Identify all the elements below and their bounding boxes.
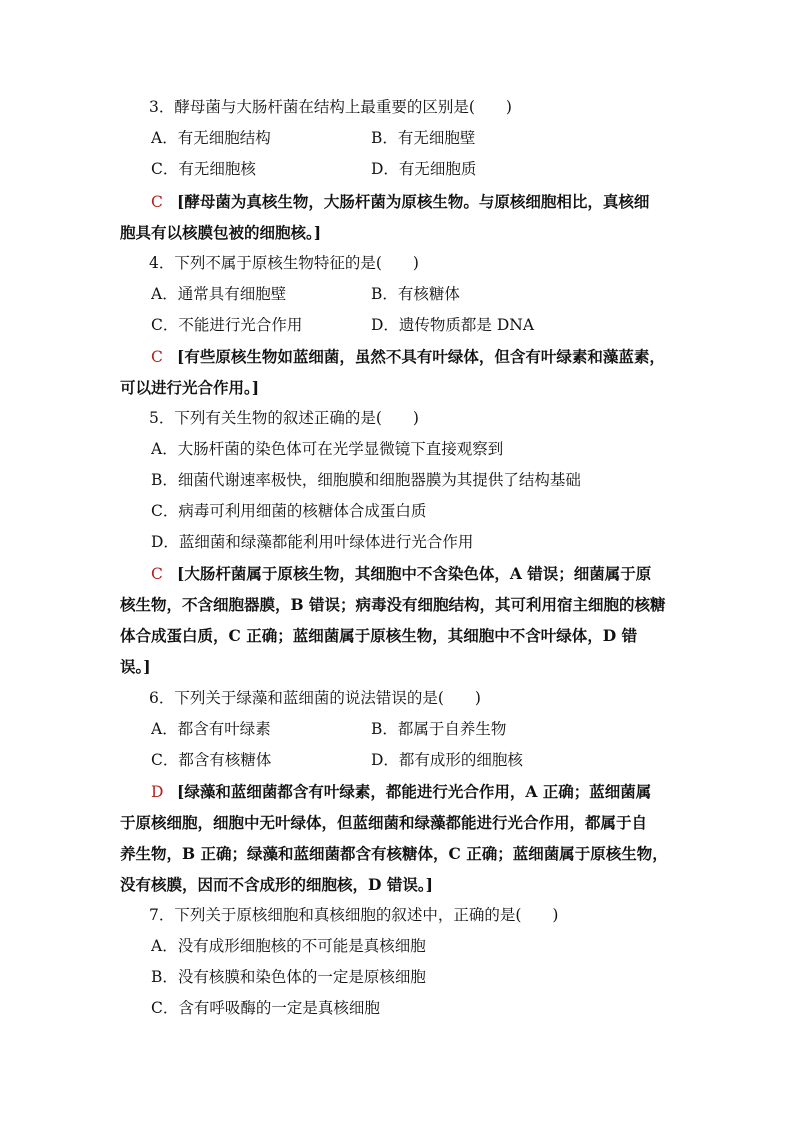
question-6-stem: 6．下列关于绿藻和蓝细菌的说法错误的是( ): [149, 689, 481, 707]
question-5-answer-line: [151, 558, 679, 589]
question-5-explanation-line-2: 核生物，不含细胞器膜，B 错误；病毒没有细胞结构，其可利用宿主细胞的核糖: [120, 595, 666, 614]
question-3-option-c: C．有无细胞核: [151, 160, 256, 178]
question-6-explanation-line-3: 养生物，B 正确；绿藻和蓝细菌都含有核糖体，C 正确；蓝细菌属于原核生物，: [120, 844, 668, 863]
question-4-option-a: A．通常具有细胞壁: [151, 285, 287, 303]
question-4-stem: 4．下列不属于原核生物特征的是( ): [149, 254, 419, 272]
question-6-explanation-line-1: [绿藻和蓝细菌都含有叶绿素，都能进行光合作用，A 正确；蓝细菌属: [177, 782, 652, 801]
question-5-answer-letter: C: [151, 565, 163, 583]
question-3-options-ab: [151, 123, 711, 154]
question-4-answer-letter: C: [151, 348, 163, 366]
question-3-option-d: D．有无细胞质: [371, 160, 477, 178]
question-3-explanation-line-1: [酵母菌为真核生物，大肠杆菌为原核生物。与原核细胞相比，真核细: [177, 192, 650, 211]
question-4-options-ab: [151, 279, 711, 310]
question-4-explanation-line-2: 可以进行光合作用。]: [120, 378, 260, 397]
question-3-options-cd: [151, 154, 711, 185]
question-7-option-c: C．含有呼吸酶的一定是真核细胞: [151, 999, 380, 1017]
question-5-stem: 5．下列有关生物的叙述正确的是( ): [149, 409, 419, 427]
question-5-explanation-line-3: 体合成蛋白质，C 正确；蓝细菌属于原核生物，其细胞中不含叶绿体，D 错: [120, 626, 638, 645]
question-5-explanation-line-1: [大肠杆菌属于原核生物，其细胞中不含染色体，A 错误；细菌属于原: [177, 564, 652, 583]
question-6-answer-letter: D: [151, 783, 164, 801]
question-5-option-a: A．大肠杆菌的染色体可在光学显微镜下直接观察到: [151, 440, 504, 458]
question-5-option-d: D．蓝细菌和绿藻都能利用叶绿体进行光合作用: [151, 533, 474, 551]
question-3-answer-line: [151, 186, 679, 217]
question-6-option-b: B．都属于自养生物: [371, 720, 507, 738]
question-7-stem: 7．下列关于原核细胞和真核细胞的叙述中，正确的是( ): [149, 906, 559, 924]
question-3-stem: 3．酵母菌与大肠杆菌在结构上最重要的区别是( ): [149, 98, 512, 116]
question-5-option-c: C．病毒可利用细菌的核糖体合成蛋白质: [151, 502, 427, 520]
question-6-option-a: A．都含有叶绿素: [151, 720, 271, 738]
question-3-option-a: A．有无细胞结构: [151, 129, 271, 147]
question-6-answer-line: [151, 776, 679, 807]
question-7-option-a: A．没有成形细胞核的不可能是真核细胞: [151, 937, 426, 955]
question-4-explanation-line-1: [有些原核生物如蓝细菌，虽然不具有叶绿体，但含有叶绿素和藻蓝素，: [177, 347, 665, 366]
question-3-explanation-line-2: 胞具有以核膜包被的细胞核。]: [120, 223, 322, 242]
question-4-options-cd: [151, 310, 711, 341]
question-4-option-d: D．遗传物质都是 DNA: [371, 316, 535, 334]
question-4-option-b: B．有核糖体: [371, 285, 460, 303]
question-7-option-b: B．没有核膜和染色体的一定是原核细胞: [151, 968, 426, 986]
question-6-options-ab: [151, 714, 711, 745]
question-6-option-c: C．都含有核糖体: [151, 751, 272, 769]
question-5-option-b: B．细菌代谢速率极快，细胞膜和细胞器膜为其提供了结构基础: [151, 471, 581, 489]
question-5-explanation-line-4: 误。]: [120, 657, 151, 676]
question-4-answer-line: [151, 341, 679, 372]
question-6-options-cd: [151, 745, 711, 776]
question-3-answer-letter: C: [151, 193, 163, 211]
question-3-option-b: B．有无细胞壁: [371, 129, 476, 147]
question-6-explanation-line-2: 于原核细胞，细胞中无叶绿体，但蓝细菌和绿藻都能进行光合作用，都属于自: [120, 813, 648, 832]
question-6-option-d: D．都有成形的细胞核: [371, 751, 523, 769]
question-6-explanation-line-4: 没有核膜，因而不含成形的细胞核，D 错误。]: [120, 875, 433, 894]
question-4-option-c: C．不能进行光合作用: [151, 316, 303, 334]
